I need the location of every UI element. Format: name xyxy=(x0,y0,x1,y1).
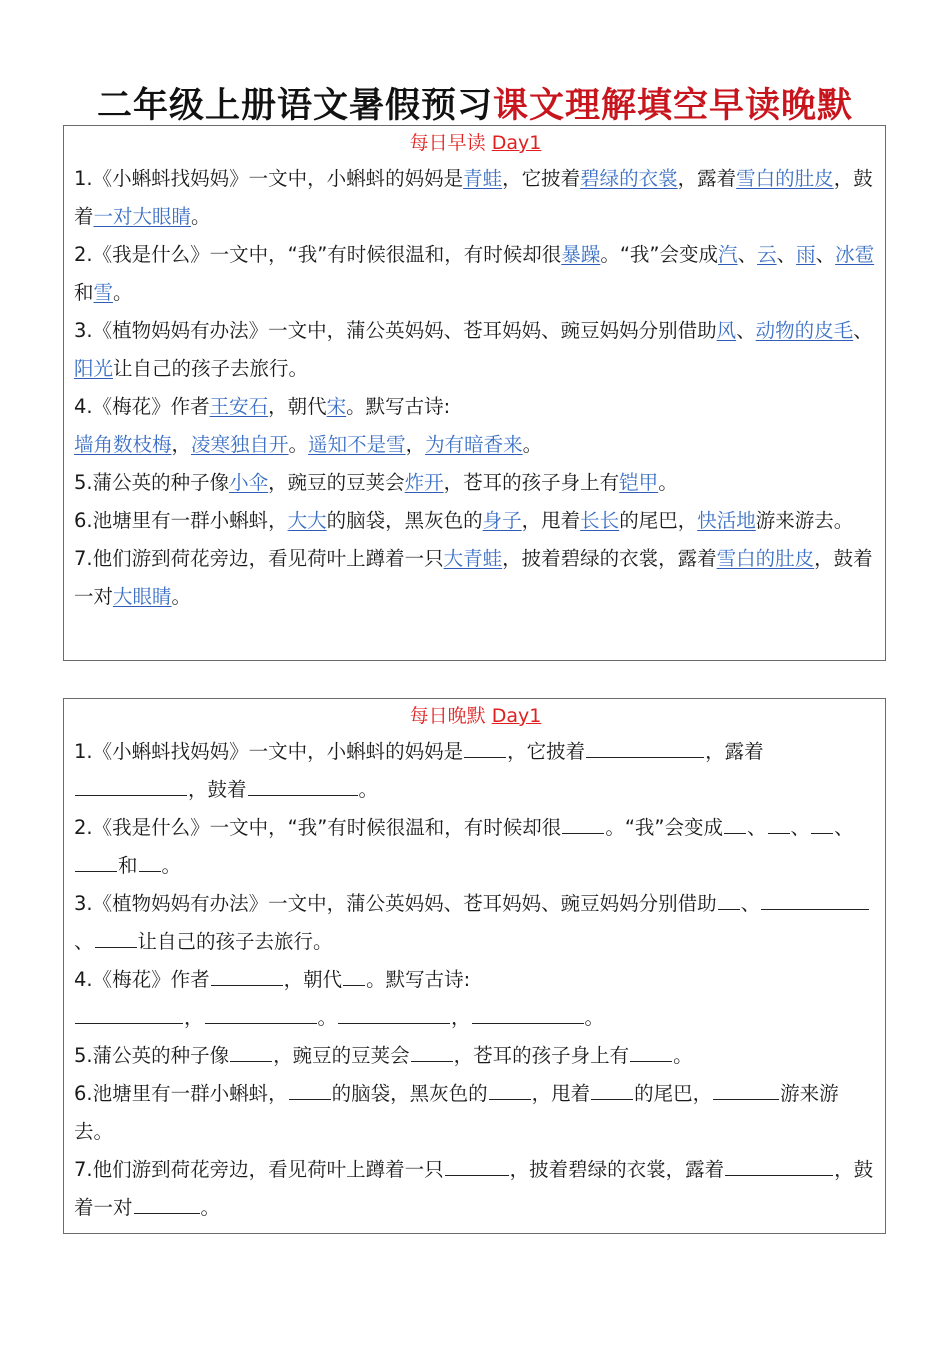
item-text: ，鼓着 xyxy=(74,167,873,228)
answer-text: 动物的皮毛 xyxy=(755,319,854,342)
fill-blank[interactable] xyxy=(75,775,187,796)
evening-item xyxy=(74,1151,877,1227)
fill-blank[interactable] xyxy=(343,965,365,986)
fill-blank[interactable] xyxy=(445,1155,509,1176)
item-text: 、 xyxy=(815,243,836,266)
evening-item xyxy=(74,1075,877,1151)
fill-blank[interactable] xyxy=(134,1193,200,1214)
fill-blank[interactable] xyxy=(211,965,283,986)
item-text: 、 xyxy=(834,816,854,839)
item-text: ，披着碧绿的衣裳，露着 xyxy=(509,1158,725,1181)
fill-blank[interactable] xyxy=(586,737,704,758)
item-text: 3.《植物妈妈有办法》一文中，蒲公英妈妈、苍耳妈妈、豌豆妈妈分别借助 xyxy=(74,892,717,915)
item-text: 。 xyxy=(113,281,133,304)
evening-item xyxy=(74,733,877,809)
evening-item xyxy=(74,1037,877,1075)
answer-text: 雪白的肚皮 xyxy=(716,547,815,570)
fill-blank[interactable] xyxy=(289,1079,331,1100)
item-text: 、 xyxy=(747,816,767,839)
item-text: 。 xyxy=(358,778,379,801)
morning-item xyxy=(74,236,877,312)
item-text: 的尾巴， xyxy=(634,1082,713,1105)
item-text: ，鼓着一对 xyxy=(74,547,873,608)
evening-box-title xyxy=(74,703,877,729)
item-text: 。 xyxy=(171,585,192,608)
item-text: ，豌豆的豆荚会 xyxy=(268,471,405,494)
answer-text: 为有暗香来 xyxy=(425,433,523,456)
fill-blank[interactable] xyxy=(248,775,358,796)
item-text: 1.《小蝌蚪找妈妈》一文中，小蝌蚪的妈妈是 xyxy=(74,167,464,190)
item-text: 让自己的孩子去旅行。 xyxy=(113,357,309,380)
morning-item xyxy=(74,502,877,540)
page-title xyxy=(0,78,950,128)
item-text: 和 xyxy=(74,281,94,304)
item-text: 、 xyxy=(853,319,873,342)
answer-text: 风 xyxy=(716,319,737,342)
fill-blank[interactable] xyxy=(338,1003,450,1024)
answer-text: 碧绿的衣裳 xyxy=(580,167,678,190)
evening-item xyxy=(74,809,877,885)
item-text: 2.《我是什么》一文中，“我”有时候很温和，有时候却很 xyxy=(74,243,562,266)
item-text: 。 xyxy=(161,854,182,877)
fill-blank[interactable] xyxy=(95,927,137,948)
morning-item xyxy=(74,540,877,616)
answer-text: 王安石 xyxy=(209,395,269,418)
item-text: 。 xyxy=(673,1044,693,1067)
item-text: ， xyxy=(405,433,426,456)
item-text: 。“我”会变成 xyxy=(600,243,719,266)
fill-blank[interactable] xyxy=(464,737,506,758)
morning-items xyxy=(74,160,877,616)
fill-blank[interactable] xyxy=(724,813,746,834)
fill-blank[interactable] xyxy=(811,813,833,834)
answer-text: 阳光 xyxy=(74,357,114,380)
item-text: 5.蒲公英的种子像 xyxy=(74,471,230,494)
item-text: ，鼓着一对 xyxy=(74,1158,874,1219)
item-text: 、 xyxy=(740,892,761,915)
evening-dictation-box xyxy=(63,698,886,1234)
item-text: 和 xyxy=(118,854,138,877)
answer-text: 汽 xyxy=(718,243,738,266)
fill-blank[interactable] xyxy=(725,1155,833,1176)
fill-blank[interactable] xyxy=(472,1003,584,1024)
item-text: ，它披着 xyxy=(502,167,581,190)
fill-blank[interactable] xyxy=(713,1079,779,1100)
answer-text: 遥知不是雪 xyxy=(308,433,406,456)
answer-text: 大青蛙 xyxy=(443,547,503,570)
item-text: ，朝代 xyxy=(268,395,327,418)
fill-blank[interactable] xyxy=(139,851,161,872)
item-text: 。“我”会变成 xyxy=(605,816,724,839)
answer-text: 小伞 xyxy=(229,471,269,494)
answer-text: 一对大眼睛 xyxy=(93,205,192,228)
item-text: 、 xyxy=(737,243,758,266)
morning-day: Day1 xyxy=(491,132,542,154)
item-text: 。 xyxy=(200,1196,221,1219)
fill-blank[interactable] xyxy=(761,889,869,910)
item-text: 1.《小蝌蚪找妈妈》一文中，小蝌蚪的妈妈是 xyxy=(74,740,464,763)
answer-text: 雪白的肚皮 xyxy=(736,167,834,190)
morning-reading-box xyxy=(63,125,886,661)
item-text: 的脑袋，黑灰色的 xyxy=(326,509,483,532)
item-text: 。 xyxy=(658,471,678,494)
item-text: 6.池塘里有一群小蝌蚪， xyxy=(74,1082,288,1105)
item-text: 7.他们游到荷花旁边，看见荷叶上蹲着一只 xyxy=(74,1158,444,1181)
item-text: ，苍耳的孩子身上有 xyxy=(453,1044,630,1067)
answer-text: 宋 xyxy=(326,395,347,418)
item-text: 、 xyxy=(790,816,811,839)
morning-item xyxy=(74,312,877,388)
morning-item xyxy=(74,388,877,426)
item-text: ，苍耳的孩子身上有 xyxy=(443,471,620,494)
answer-text: 凌寒独自开 xyxy=(191,433,289,456)
answer-text: 长长 xyxy=(580,509,620,532)
evening-day: Day1 xyxy=(491,705,542,727)
item-text: 、 xyxy=(736,319,756,342)
fill-blank[interactable] xyxy=(205,1003,317,1024)
item-text: 4.《梅花》作者 xyxy=(74,395,210,418)
item-text: 。 xyxy=(317,1006,338,1029)
morning-label: 每日早读 xyxy=(409,132,486,154)
item-text: ，朝代 xyxy=(283,968,343,991)
morning-item xyxy=(74,160,877,236)
evening-item xyxy=(74,999,877,1037)
page-title-main: 二年级上册语文暑假预习 xyxy=(96,86,493,126)
answer-text: 墙角数枝梅 xyxy=(74,433,172,456)
answer-text: 大大 xyxy=(287,509,327,532)
item-text: 。 xyxy=(584,1006,605,1029)
fill-blank[interactable] xyxy=(591,1079,633,1100)
item-text: 。 xyxy=(191,205,211,228)
answer-text: 炸开 xyxy=(404,471,444,494)
morning-item xyxy=(74,426,877,464)
answer-text: 身子 xyxy=(482,509,522,532)
item-text: 的脑袋，黑灰色的 xyxy=(331,1082,488,1105)
morning-box-title xyxy=(74,130,877,156)
fill-blank[interactable] xyxy=(489,1079,531,1100)
item-text: 、 xyxy=(74,930,94,953)
item-text: 4.《梅花》作者 xyxy=(74,968,210,991)
item-text: ，露着 xyxy=(677,167,737,190)
item-text: ，甩着 xyxy=(531,1082,591,1105)
item-text: 游来游去。 xyxy=(74,1082,839,1143)
item-text: 5.蒲公英的种子像 xyxy=(74,1044,230,1067)
item-text: ，它披着 xyxy=(507,740,586,763)
fill-blank[interactable] xyxy=(562,813,604,834)
item-text: ， xyxy=(451,1006,471,1029)
answer-text: 快活地 xyxy=(697,509,756,532)
item-text: 、 xyxy=(776,243,797,266)
answer-text: 冰雹 xyxy=(835,243,875,266)
item-text: 的尾巴， xyxy=(619,509,698,532)
answer-text: 青蛙 xyxy=(463,167,503,190)
evening-item xyxy=(74,961,877,999)
answer-text: 铠甲 xyxy=(619,471,659,494)
item-text: 游来游去。 xyxy=(755,509,854,532)
fill-blank[interactable] xyxy=(718,889,740,910)
item-text: ， xyxy=(171,433,192,456)
item-text: ， xyxy=(184,1006,204,1029)
fill-blank[interactable] xyxy=(768,813,790,834)
item-text: 3.《植物妈妈有办法》一文中，蒲公英妈妈、苍耳妈妈、豌豆妈妈分别借助 xyxy=(74,319,717,342)
morning-item xyxy=(74,464,877,502)
item-text: 。 xyxy=(288,433,309,456)
fill-blank[interactable] xyxy=(630,1041,672,1062)
item-text: ，披着碧绿的衣裳，露着 xyxy=(502,547,717,570)
item-text: ，甩着 xyxy=(521,509,581,532)
item-text: 。默写古诗: xyxy=(346,395,451,418)
item-text: ，鼓着 xyxy=(188,778,247,801)
item-text: ，豌豆的豆荚会 xyxy=(273,1044,410,1067)
item-text: 2.《我是什么》一文中，“我”有时候很温和，有时候却很 xyxy=(74,816,562,839)
item-text: 7.他们游到荷花旁边，看见荷叶上蹲着一只 xyxy=(74,547,444,570)
item-text: 让自己的孩子去旅行。 xyxy=(137,930,333,953)
fill-blank[interactable] xyxy=(411,1041,453,1062)
fill-blank[interactable] xyxy=(75,1003,183,1024)
evening-label: 每日晚默 xyxy=(409,705,486,727)
fill-blank[interactable] xyxy=(230,1041,272,1062)
evening-item xyxy=(74,885,877,961)
item-text: 6.池塘里有一群小蝌蚪， xyxy=(74,509,288,532)
page-title-highlight: 课文理解填空早读晚默 xyxy=(493,86,854,126)
answer-text: 雪 xyxy=(93,281,114,304)
answer-text: 雨 xyxy=(796,243,816,266)
answer-text: 暴躁 xyxy=(561,243,601,266)
evening-items xyxy=(74,733,877,1227)
answer-text: 大眼睛 xyxy=(113,585,172,608)
item-text: 。 xyxy=(522,433,543,456)
answer-text: 云 xyxy=(757,243,777,266)
item-text: 。默写古诗: xyxy=(366,968,471,991)
fill-blank[interactable] xyxy=(75,851,117,872)
item-text: ，露着 xyxy=(705,740,764,763)
